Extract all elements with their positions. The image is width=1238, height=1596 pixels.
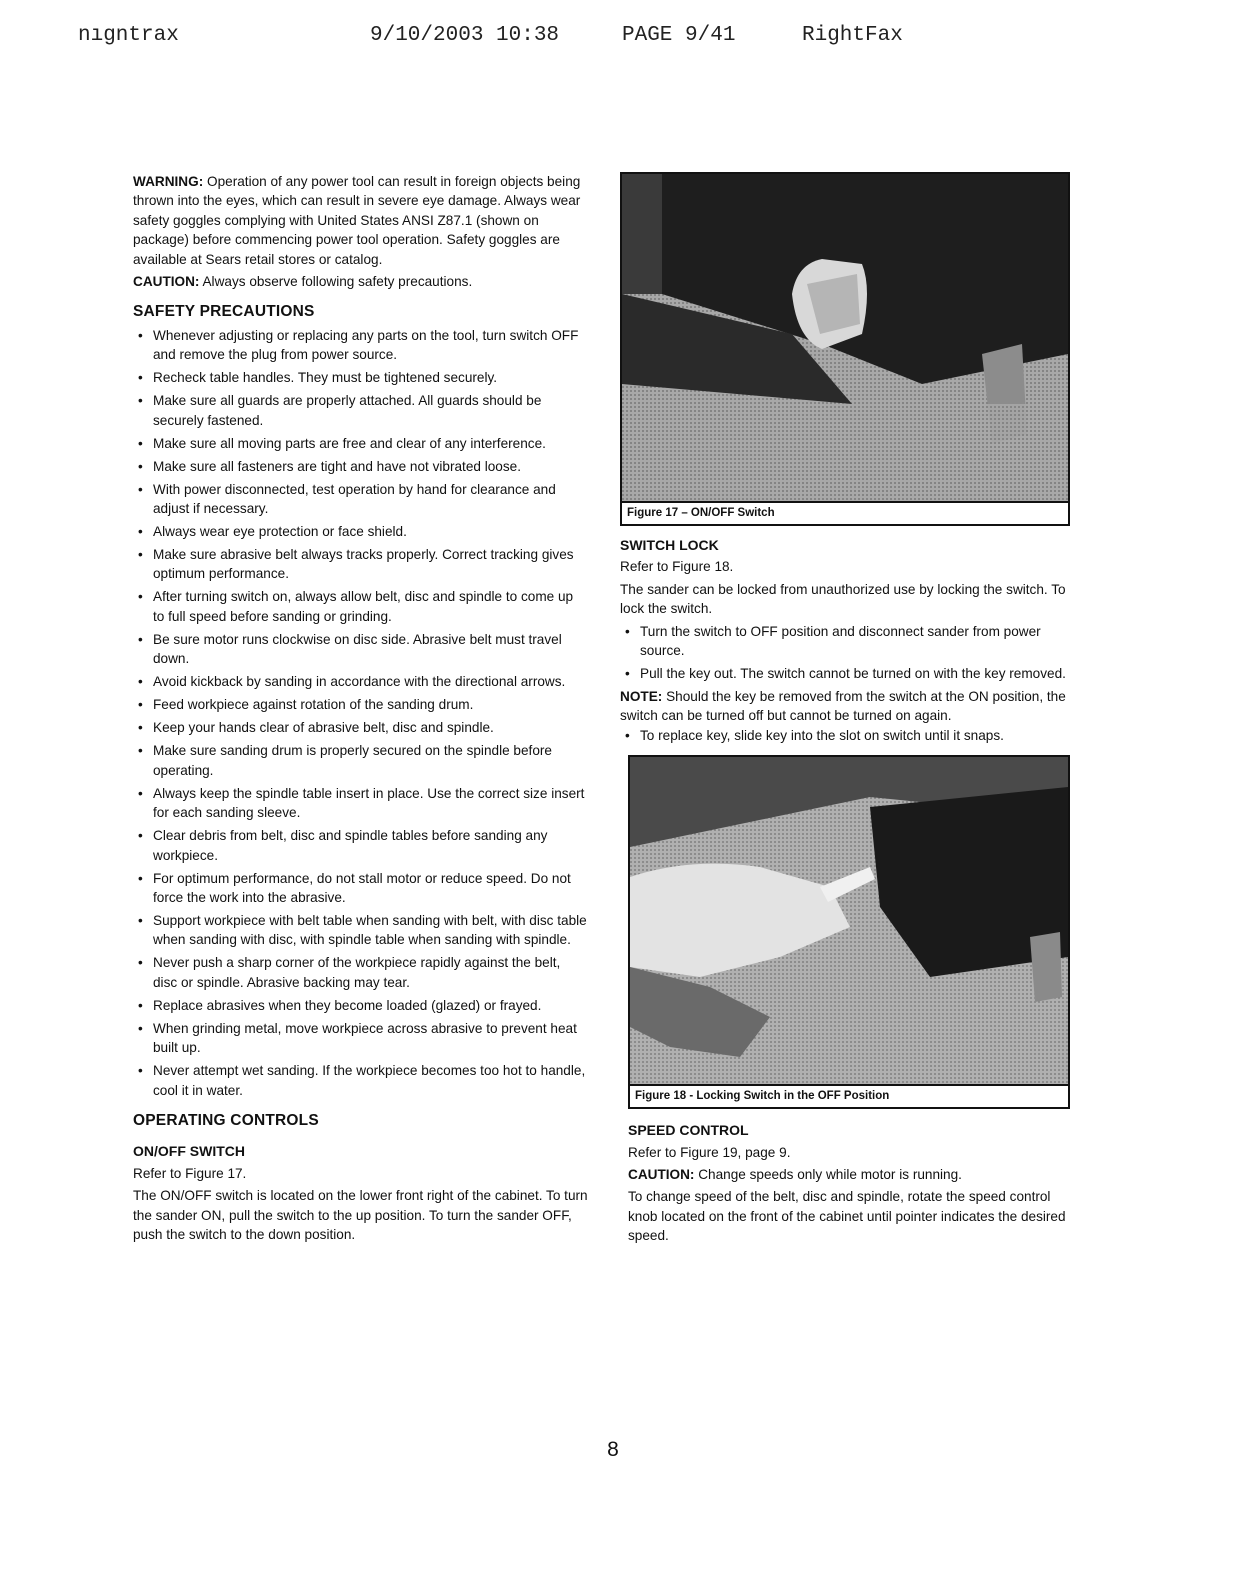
speed-control-heading: SPEED CONTROL: [628, 1122, 749, 1139]
caution-text: Always observe following safety precautions.: [199, 274, 473, 290]
list-item: • To replace key, slide key into the slot on switch until it snaps.: [620, 726, 1070, 745]
speed-caution-paragraph: [628, 1165, 1070, 1184]
list-item: • After turning switch on, always allow belt, disc and spindle to come up to full speed before sanding or grinding.: [133, 587, 588, 626]
onoff-reference: Refer to Figure 17.: [133, 1165, 247, 1181]
warning-paragraph: [133, 172, 588, 269]
fax-datetime: 9/10/2003 10:38: [370, 24, 560, 47]
speed-caution-text: Change speeds only while motor is running.: [694, 1167, 962, 1183]
list-item: • When grinding metal, move workpiece across abrasive to prevent heat built up.: [133, 1019, 588, 1058]
caution-label: CAUTION:: [133, 274, 200, 290]
figure-18: [628, 755, 1070, 1109]
list-item: • For optimum performance, do not stall motor or reduce speed. Do not force the work into the abrasive.: [133, 869, 588, 908]
figure-18-caption: Figure 18 - Locking Switch in the OFF Position: [630, 1084, 1068, 1107]
list-item: • Make sure all moving parts are free and clear of any interference.: [133, 434, 588, 453]
onoff-switch-heading: ON/OFF SWITCH: [133, 1143, 245, 1160]
speed-control-reference: Refer to Figure 19, page 9.: [628, 1144, 791, 1160]
replace-key-list: [620, 726, 1070, 745]
list-item: • Whenever adjusting or replacing any parts on the tool, turn switch OFF and remove the plug from power source.: [133, 326, 588, 365]
switch-lock-reference: Refer to Figure 18.: [620, 559, 734, 575]
list-item: • Make sure sanding drum is properly secured on the spindle before operating.: [133, 741, 588, 780]
right-column: [620, 172, 1070, 1246]
list-item: • Never push a sharp corner of the workpiece rapidly against the belt, disc or spindle. Abrasive backing may tear.: [133, 953, 588, 992]
speed-control-section: [620, 1121, 1070, 1245]
list-item: • Make sure abrasive belt always tracks properly. Correct tracking gives optimum performance.: [133, 545, 588, 584]
speed-caution-label: CAUTION:: [628, 1167, 695, 1183]
list-item: • Pull the key out. The switch cannot be turned on with the key removed.: [620, 664, 1070, 683]
warning-text: Operation of any power tool can result in foreign objects being thrown into the eyes, which can result in severe eye damage. Always wear safety goggles complying with United States ANSI Z87.1 (shown on package) before commencing power tool operation. Safety goggles are available at Sears retail stores or catalog.: [133, 174, 581, 267]
list-item: • Keep your hands clear of abrasive belt, disc and spindle.: [133, 718, 588, 737]
list-item: • Turn the switch to OFF position and disconnect sander from power source.: [620, 622, 1070, 661]
safety-precautions-heading: SAFETY PRECAUTIONS: [133, 303, 315, 321]
figure-17: [620, 172, 1070, 526]
locking-switch-photo: [630, 757, 1068, 1107]
list-item: • Avoid kickback by sanding in accordance with the directional arrows.: [133, 672, 588, 691]
left-column: [133, 172, 588, 1244]
note-paragraph: [620, 687, 1070, 726]
switch-lock-list: [620, 622, 1070, 684]
operating-controls-heading: OPERATING CONTROLS: [133, 1111, 319, 1129]
switch-lock-text: The sander can be locked from unauthorized use by locking the switch. To lock the switch.: [620, 581, 1066, 617]
list-item: • Replace abrasives when they become loaded (glazed) or frayed.: [133, 996, 588, 1015]
caution-paragraph: [133, 272, 588, 291]
list-item: • Recheck table handles. They must be tightened securely.: [133, 368, 588, 387]
list-item: • Always keep the spindle table insert in place. Use the correct size insert for each sanding sleeve.: [133, 784, 588, 823]
speed-control-text: To change speed of the belt, disc and spindle, rotate the speed control knob located on the front of the cabinet until pointer indicates the desired speed.: [628, 1189, 1066, 1244]
fax-header: [78, 24, 938, 50]
switch-lock-heading: SWITCH LOCK: [620, 537, 719, 553]
onoff-text: The ON/OFF switch is located on the lower front right of the cabinet. To turn the sander ON, pull the switch to the up position. To turn the sander OFF, push the switch to the down position.: [133, 1188, 588, 1242]
figure-17-caption: Figure 17 – ON/OFF Switch: [622, 501, 1068, 524]
list-item: • Be sure motor runs clockwise on disc side. Abrasive belt must travel down.: [133, 630, 588, 669]
list-item: • Clear debris from belt, disc and spindle tables before sanding any workpiece.: [133, 826, 588, 865]
list-item: • Make sure all guards are properly attached. All guards should be securely fastened.: [133, 391, 588, 430]
note-text: Should the key be removed from the switch at the ON position, the switch can be turned off but cannot be turned on again.: [620, 689, 1066, 724]
page-number: 8: [607, 1438, 619, 1461]
list-item: • With power disconnected, test operation by hand for clearance and adjust if necessary.: [133, 480, 588, 519]
list-item: • Make sure all fasteners are tight and have not vibrated loose.: [133, 457, 588, 476]
list-item: • Support workpiece with belt table when sanding with belt, with disc table when sanding with disc, with spindle table when sanding with spindle.: [133, 911, 588, 950]
fax-receiver: RightFax: [802, 24, 903, 47]
fax-sender: nıgntrax: [78, 24, 179, 47]
note-label: NOTE:: [620, 689, 663, 705]
safety-precautions-list: [133, 326, 588, 1100]
fax-page: PAGE 9/41: [622, 24, 736, 47]
list-item: • Always wear eye protection or face shield.: [133, 522, 588, 541]
list-item: • Feed workpiece against rotation of the sanding drum.: [133, 695, 588, 714]
onoff-switch-photo: [622, 174, 1068, 524]
list-item: • Never attempt wet sanding. If the workpiece becomes too hot to handle, cool it in water.: [133, 1061, 588, 1100]
warning-label: WARNING:: [133, 174, 204, 189]
